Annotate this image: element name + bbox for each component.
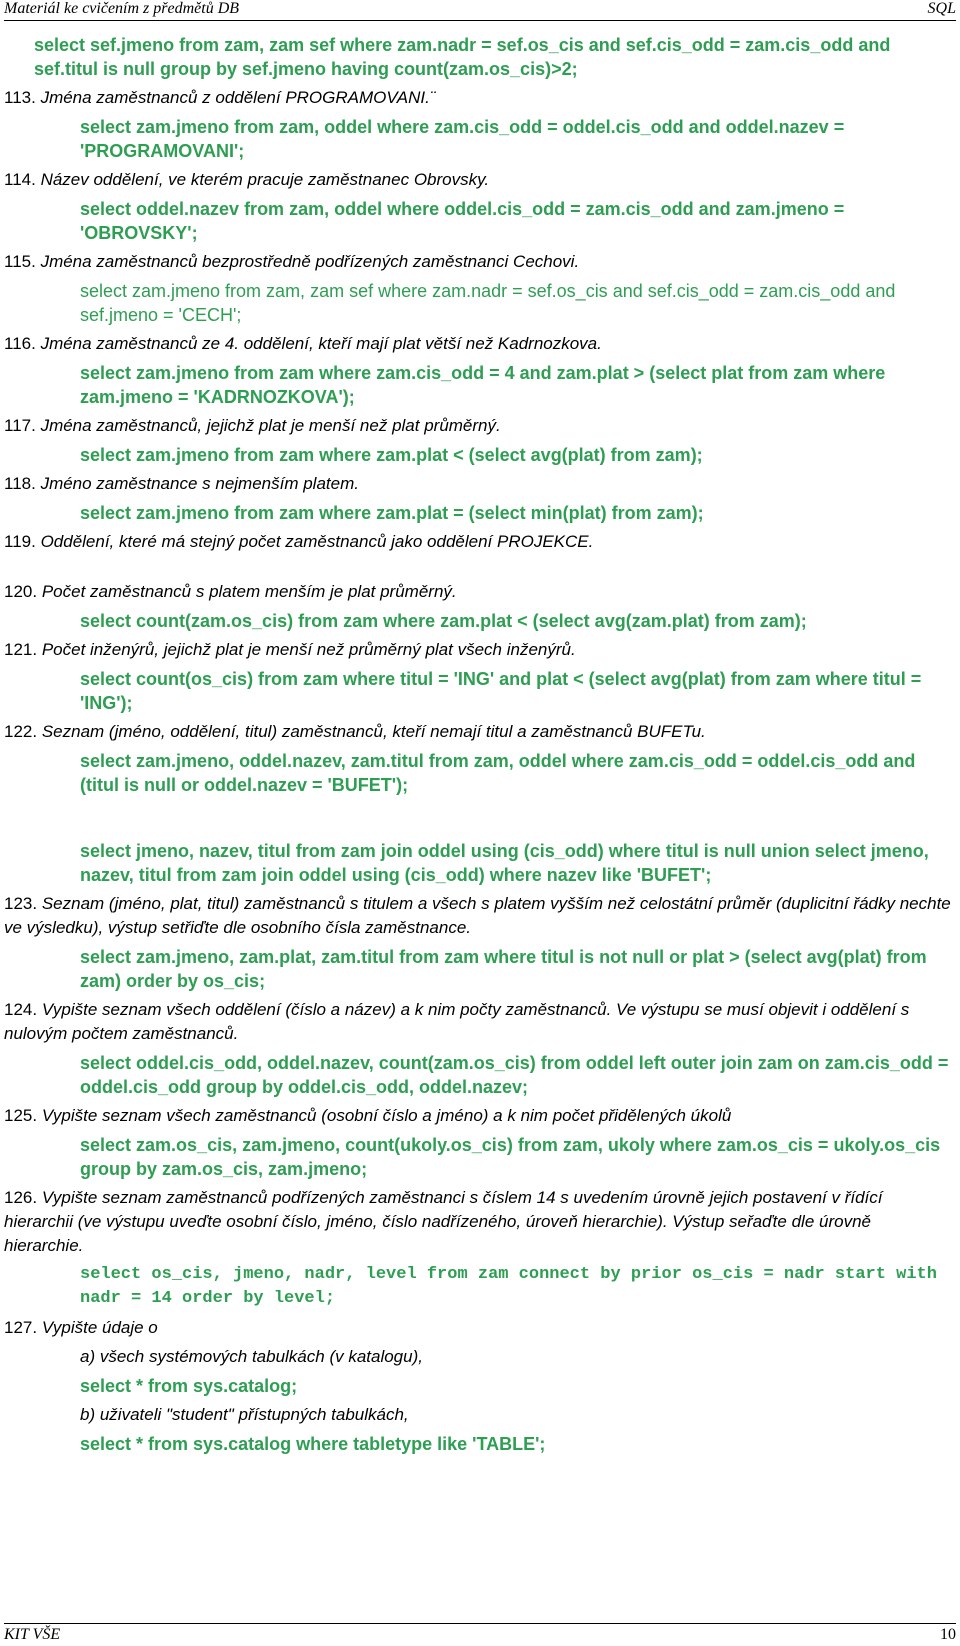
question-113 bbox=[4, 86, 954, 110]
question-number: 114. bbox=[4, 170, 36, 189]
sql-answer-117: select zam.jmeno from zam where zam.plat < (select avg(plat) from zam); bbox=[80, 445, 703, 465]
question-text: Oddělení, které má stejný počet zaměstnanců jako oddělení PROJEKCE. bbox=[40, 532, 594, 551]
sql-answer-127a: select * from sys.catalog; bbox=[80, 1376, 298, 1396]
question-number: 127. bbox=[4, 1318, 38, 1337]
question-122 bbox=[4, 720, 954, 744]
question-114 bbox=[4, 168, 954, 192]
question-127-part-b: b) uživateli "student" přístupných tabulkách, bbox=[80, 1405, 409, 1424]
question-125 bbox=[4, 1104, 954, 1128]
document-body bbox=[4, 28, 954, 1461]
question-text: Jména zaměstnanců bezprostředně podřízených zaměstnanci Cechovi. bbox=[40, 252, 580, 271]
question-number: 126. bbox=[4, 1188, 38, 1207]
sql-answer-115: select zam.jmeno from zam, zam sef where zam.nadr = sef.os_cis and sef.cis_odd = zam.cis_odd and sef.jmeno = 'CECH'; bbox=[80, 281, 896, 325]
question-121 bbox=[4, 638, 954, 662]
question-number: 123. bbox=[4, 894, 38, 913]
sql-answer-113: select zam.jmeno from zam, oddel where zam.cis_odd = oddel.cis_odd and oddel.nazev = 'PROGRAMOVANI'; bbox=[80, 117, 845, 161]
question-number: 118. bbox=[4, 474, 36, 493]
sql-answer-124: select oddel.cis_odd, oddel.nazev, count(zam.os_cis) from oddel left outer join zam on zam.cis_odd = oddel.cis_odd group by oddel.cis_odd, oddel.nazev; bbox=[80, 1053, 949, 1097]
question-number: 117. bbox=[4, 416, 36, 435]
question-124 bbox=[4, 998, 954, 1046]
question-text: Jméno zaměstnance s nejmenším platem. bbox=[40, 474, 359, 493]
footer-institution: KIT VŠE bbox=[4, 1626, 61, 1643]
question-117 bbox=[4, 414, 954, 438]
question-126 bbox=[4, 1186, 954, 1258]
sql-answer-114: select oddel.nazev from zam, oddel where oddel.cis_odd = zam.cis_odd and zam.jmeno = 'OBROVSKY'; bbox=[80, 199, 845, 243]
page-number: 10 bbox=[940, 1626, 956, 1643]
sql-answer-127b: select * from sys.catalog where tabletype like 'TABLE'; bbox=[80, 1434, 546, 1454]
question-123 bbox=[4, 892, 954, 940]
sql-answer-125: select zam.os_cis, zam.jmeno, count(ukoly.os_cis) from zam, ukoly where zam.os_cis = ukoly.os_cis group by zam.os_cis, zam.jmeno; bbox=[80, 1135, 941, 1179]
header-section-title: SQL bbox=[927, 0, 956, 17]
question-127-part-a: a) všech systémových tabulkách (v katalogu), bbox=[80, 1347, 423, 1366]
question-text: Jména zaměstnanců, jejichž plat je menší než plat průměrný. bbox=[40, 416, 501, 435]
question-number: 124. bbox=[4, 1000, 38, 1019]
question-text: Jména zaměstnanců ze 4. oddělení, kteří mají plat větší než Kadrnozkova. bbox=[40, 334, 602, 353]
question-text: Vypište údaje o bbox=[41, 1318, 158, 1337]
question-text: Počet inženýrů, jejichž plat je menší než průměrný plat všech inženýrů. bbox=[41, 640, 576, 659]
sql-answer-126: select os_cis, jmeno, nadr, level from zam connect by prior os_cis = nadr start with nadr = 14 order by level; bbox=[80, 1265, 937, 1308]
question-118 bbox=[4, 472, 954, 496]
question-number: 122. bbox=[4, 722, 38, 741]
sql-answer-122-alt: select jmeno, nazev, titul from zam join oddel using (cis_odd) where titul is null union select jmeno, nazev, titul from zam join oddel using (cis_odd) where nazev like 'BUFET'; bbox=[80, 841, 929, 885]
question-number: 119. bbox=[4, 532, 36, 551]
page-footer bbox=[4, 1623, 956, 1646]
question-text: Jména zaměstnanců z oddělení PROGRAMOVANI.¨ bbox=[40, 88, 436, 107]
question-number: 113. bbox=[4, 88, 36, 107]
question-number: 116. bbox=[4, 334, 36, 353]
question-119 bbox=[4, 530, 954, 554]
sql-answer-122: select zam.jmeno, oddel.nazev, zam.titul from zam, oddel where zam.cis_odd = oddel.cis_odd and (titul is null or oddel.nazev = 'BUFET'); bbox=[80, 751, 916, 795]
question-116 bbox=[4, 332, 954, 356]
sql-answer-118: select zam.jmeno from zam where zam.plat = (select min(plat) from zam); bbox=[80, 503, 704, 523]
sql-answer-120: select count(zam.os_cis) from zam where zam.plat < (select avg(zam.plat) from zam); bbox=[80, 611, 807, 631]
header-course-title: Materiál ke cvičením z předmětů DB bbox=[4, 0, 240, 17]
question-text: Vypište seznam zaměstnanců podřízených zaměstnanci s číslem 14 s uvedením úrovně jejich postavení v řídící hierarchii (ve výstupu uveďte osobní číslo, jméno, číslo nadřízeného, úroveň hierarchie). Výstup seřaďte dle úrovně hierarchie. bbox=[4, 1188, 883, 1255]
question-127 bbox=[4, 1316, 954, 1340]
question-text: Vypište seznam všech zaměstnanců (osobní číslo a jméno) a k nim počet přidělených úkolů bbox=[41, 1106, 732, 1125]
question-number: 125. bbox=[4, 1106, 38, 1125]
question-115 bbox=[4, 250, 954, 274]
sql-answer-123: select zam.jmeno, zam.plat, zam.titul from zam where titul is not null or plat > (select avg(plat) from zam) order by os_cis; bbox=[80, 947, 927, 991]
question-number: 115. bbox=[4, 252, 36, 271]
page-header bbox=[4, 0, 956, 21]
sql-answer-121: select count(os_cis) from zam where titul = 'ING' and plat < (select avg(plat) from zam where titul = 'ING'); bbox=[80, 669, 922, 713]
question-number: 120. bbox=[4, 582, 38, 601]
sql-answer-112: select sef.jmeno from zam, zam sef where zam.nadr = sef.os_cis and sef.cis_odd = zam.cis_odd and sef.titul is null group by sef.jmeno having count(zam.os_cis)>2; bbox=[34, 35, 891, 79]
question-number: 121. bbox=[4, 640, 38, 659]
question-text: Seznam (jméno, oddělení, titul) zaměstnanců, kteří nemají titul a zaměstnanců BUFETu. bbox=[41, 722, 706, 741]
question-text: Počet zaměstnanců s platem menším je plat průměrný. bbox=[41, 582, 457, 601]
question-text: Vypište seznam všech oddělení (číslo a název) a k nim počty zaměstnanců. Ve výstupu se musí objevit i oddělení s nulovým počtem zaměstnanců. bbox=[4, 1000, 910, 1043]
question-text: Název oddělení, ve kterém pracuje zaměstnanec Obrovsky. bbox=[40, 170, 490, 189]
sql-answer-116: select zam.jmeno from zam where zam.cis_odd = 4 and zam.plat > (select plat from zam where zam.jmeno = 'KADRNOZKOVA'); bbox=[80, 363, 886, 407]
question-120 bbox=[4, 580, 954, 604]
question-text: Seznam (jméno, plat, titul) zaměstnanců s titulem a všech s platem vyšším než celostátní průměr (duplicitní řádky nechte ve výsledku), výstup setřiďte dle osobního čísla zaměstnance. bbox=[4, 894, 951, 937]
